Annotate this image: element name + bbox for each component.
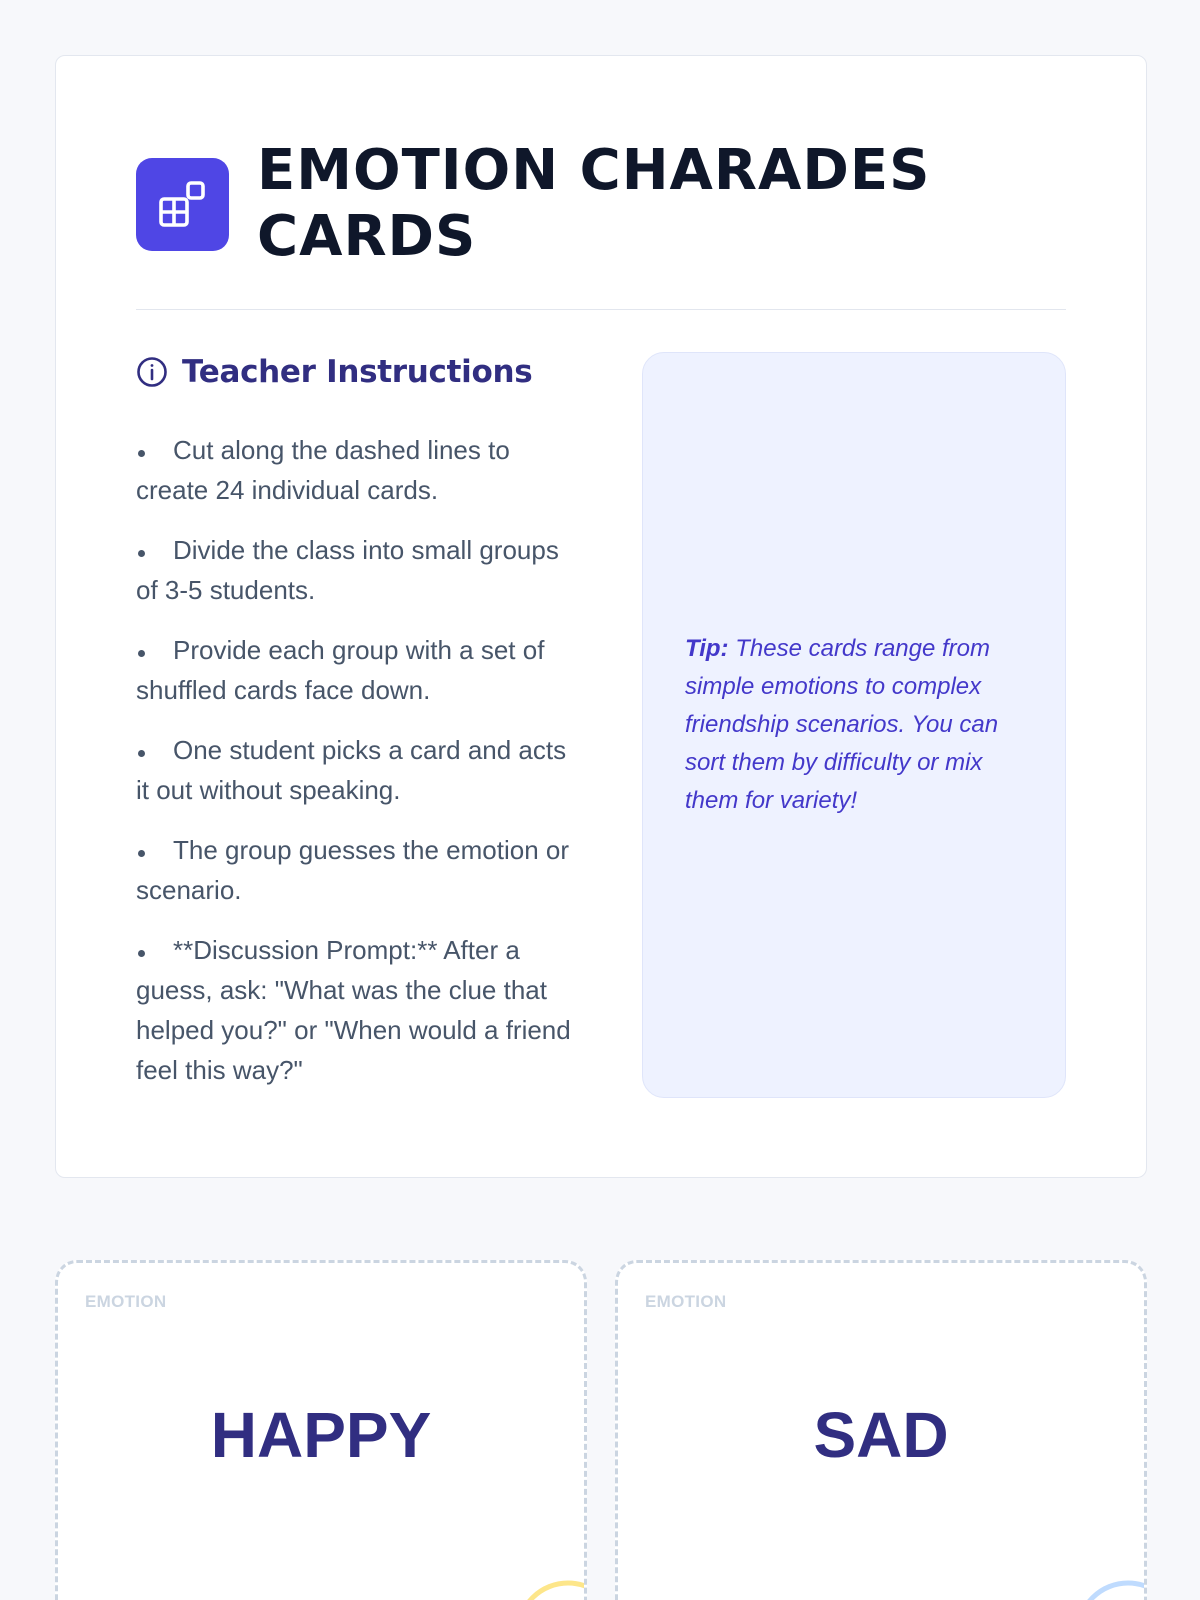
- instruction-sheet: [55, 55, 1147, 1178]
- list-item: The group guesses the emotion or scenario.: [136, 835, 570, 905]
- card-emotion-word: SAD: [813, 1399, 949, 1471]
- list-item: Divide the class into small groups of 3-5 students.: [136, 535, 559, 605]
- widgets-icon: [136, 158, 229, 251]
- instructions-list: [136, 430, 576, 1090]
- instructions-heading: Teacher Instructions: [182, 354, 533, 390]
- smiley-face-icon: [513, 1578, 587, 1600]
- emotion-card-sad: [615, 1260, 1147, 1600]
- emotion-card-happy: [55, 1260, 587, 1600]
- instructions-header: [136, 354, 576, 390]
- tip-body: These cards range from simple emotions to complex friendship scenarios. You can sort them by difficulty or mix them for variety!: [685, 635, 999, 814]
- card-emotion-word: HAPPY: [210, 1399, 432, 1471]
- card-category-label: EMOTION: [645, 1292, 727, 1311]
- tip-box: [642, 352, 1066, 1098]
- list-item: **Discussion Prompt:** After a guess, ask: "What was the clue that helped you?" or "When would a friend feel this way?": [136, 935, 571, 1085]
- list-item: One student picks a card and acts it out without speaking.: [136, 735, 567, 805]
- list-item: Cut along the dashed lines to create 24 individual cards.: [136, 435, 510, 505]
- info-circle-icon: [136, 356, 168, 388]
- title-divider: [136, 309, 1066, 310]
- title-row: [136, 138, 977, 270]
- sad-face-icon: [1073, 1578, 1147, 1600]
- list-item: Provide each group with a set of shuffled cards face down.: [136, 635, 545, 705]
- tip-text: [685, 630, 1023, 820]
- tip-label: Tip:: [685, 635, 729, 662]
- page-title: EMOTION CHARADES CARDS: [257, 138, 931, 269]
- card-category-label: EMOTION: [85, 1292, 167, 1311]
- teacher-instructions: [136, 354, 576, 1110]
